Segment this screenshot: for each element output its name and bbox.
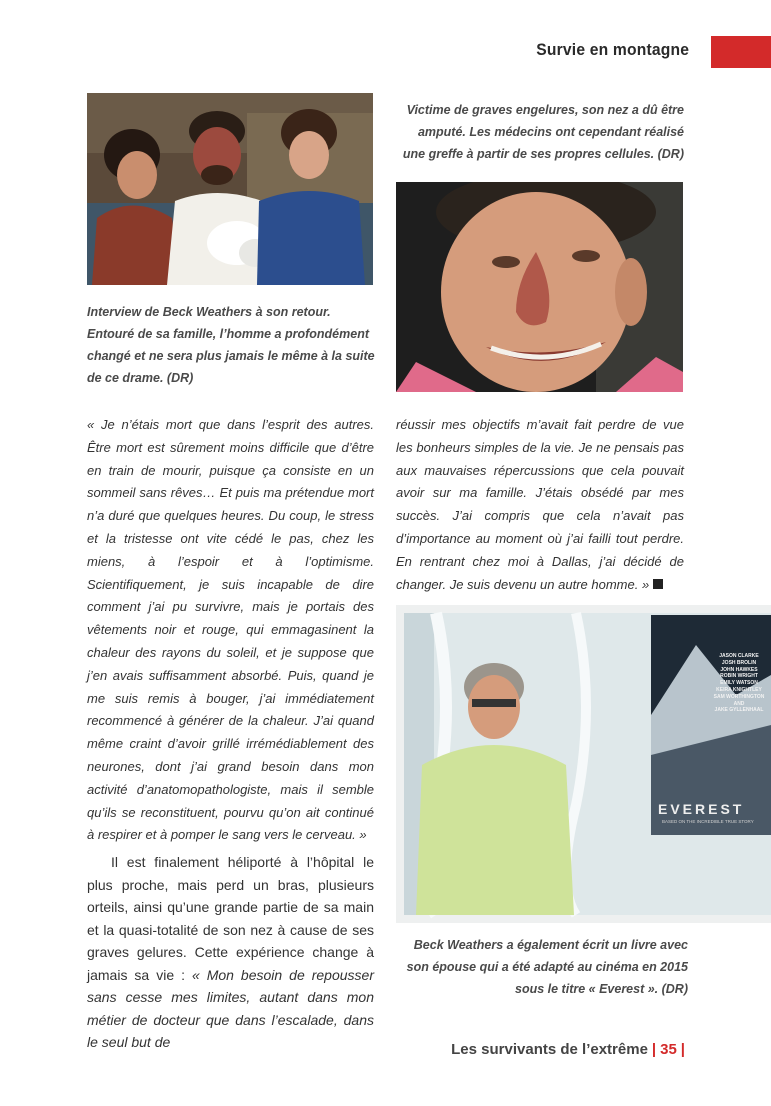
poster-cast-list: JASON CLARKE JOSH BROLIN JOHN HAWKES ROBIN WRIGHT EMILY WATSON KEIRA KNIGHTLEY SAM WORTHINGTON AND JAKE GYLLENHAAL: [713, 653, 765, 714]
section-title: Survie en montagne: [536, 40, 689, 59]
footer-separator: |: [651, 1041, 657, 1058]
quote-paragraph: « Je n’étais mort que dans l’esprit des autres. Être mort est sûrement moins difficile que d’être en train de mourir, puisque ça consiste en un sommeil sans rêves… Et puis ma prétendue mort n’a duré que quelques heures. Du coup, le stress et la tristesse ont vite cédé le pas, chez les miens, à l’espoir et à l’optimisme. Scientifiquement, je suis incapable de dire comment j’ai pu survivre, mais je portais des vêtements noir et rouge, qui emmagasinent la chaleur des rayons du soleil, et je suppose que j’en avais suffisamment absorbé. Puis, quand je me suis remis à bouger, j’ai immédiatement recommencé à générer de la chaleur. J’ai quand même craint d’avoir grillé irrémédiablement des neurones, dont j’ai grand besoin dans mon activité d’anatomopathologiste, mais il semble qu’ils se reconstituent, pourvu qu’on ait continué à respirer et à pomper le sang vers le cerveau. »: [87, 417, 374, 843]
poster-tagline: BASED ON THE INCREDIBLE TRUE STORY: [662, 819, 754, 824]
face-photo-caption: Victime de graves engelures, son nez a dû être amputé. Les médecins ont cependant réalisé une greffe à partir de ses propres cellules. (DR): [402, 103, 684, 161]
poster-photo: [396, 605, 771, 923]
page-footer: [451, 1041, 689, 1058]
end-of-article-mark: [653, 579, 663, 589]
narrative-paragraph: Il est finalement héliporté à l’hôpital le plus proche, mais perd un bras, plusieurs orteils, ainsi qu’une grande partie de sa main et la quasi-totalité de son nez à cause de ses graves gelures. Cette expérience change à jamais sa vie : « Mon besoin de repousser sans cesse mes limites, autant dans mon métier de docteur que dans l’escalade, dans le seul but de: [87, 854, 374, 1051]
quote-continuation: réussir mes objectifs m’avait fait perdre de vue les bonheurs simples de la vie. Je ne pensais pas aux mauvaises répercussions que cela pouvait avoir sur ma famille. J’étais obsédé par mes succès. J’ai compris que cela n’avait pas d’importance au moment où j’ai failli tout perdre. En rentrant chez moi à Dallas, j’ai décidé de changer. Je suis devenu un autre homme. »: [396, 417, 684, 592]
face-photo: [396, 182, 683, 392]
publication-name: Les survivants de l’extrême: [451, 1041, 648, 1058]
page-number: 35: [660, 1041, 677, 1058]
footer-separator-end: |: [680, 1041, 685, 1058]
poster-title: EVEREST: [658, 801, 745, 817]
article-column-right: [396, 414, 684, 596]
header-accent-bar: [711, 36, 771, 68]
family-photo: [87, 93, 373, 285]
poster-photo-caption: Beck Weathers a également écrit un livre avec son épouse qui a été adapté au cinéma en 2015 sous le titre « Everest ». (DR): [406, 938, 688, 996]
family-photo-caption: Interview de Beck Weathers à son retour. Entouré de sa famille, l’homme a profondément changé et ne sera plus jamais le même à la suite de ce drame. (DR): [87, 305, 375, 385]
article-column-left: [87, 414, 374, 1054]
